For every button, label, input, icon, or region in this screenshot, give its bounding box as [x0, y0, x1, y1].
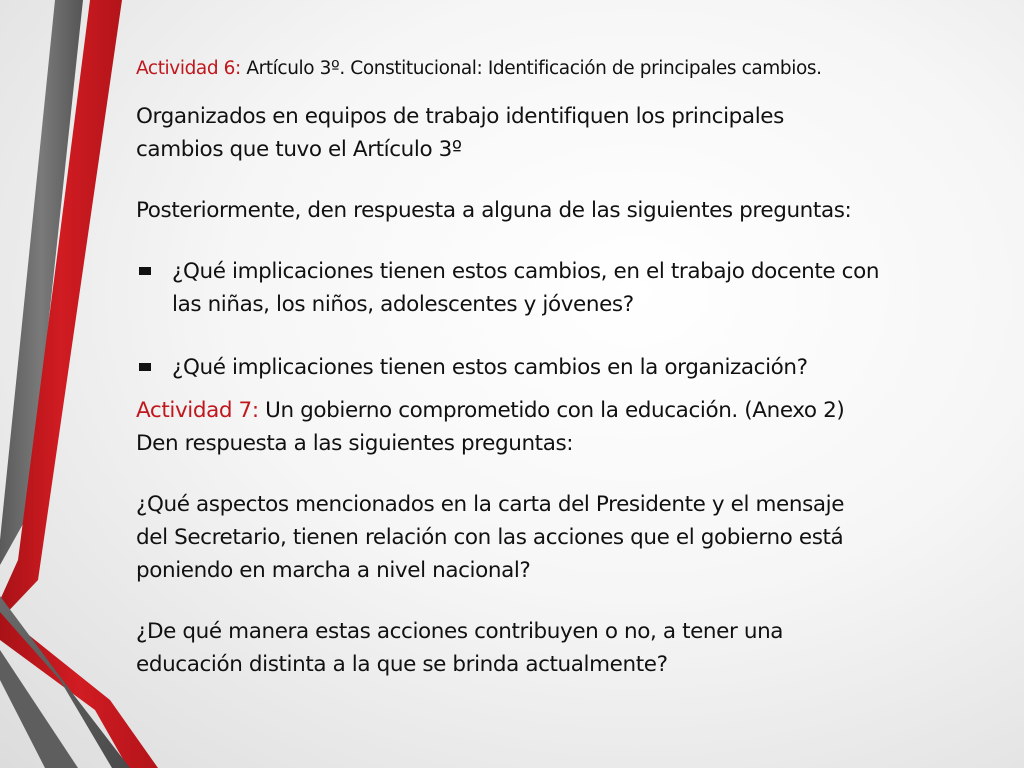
activity7-label: Actividad 7:: [136, 398, 259, 423]
activity6-label: Actividad 6:: [136, 58, 241, 79]
intro-line-2: cambios que tuvo el Artículo 3º: [136, 137, 462, 162]
activity7-instruction: Den respuesta a las siguientes preguntas:: [136, 431, 574, 456]
question1-line-1: ¿Qué aspectos mencionados en la carta del Presidente y el mensaje: [136, 492, 845, 517]
bullet-item-2: [136, 351, 976, 384]
question1-line-2: del Secretario, tienen relación con las acciones que el gobierno está: [136, 525, 844, 550]
activity6-heading: [136, 54, 976, 84]
activity7-title: Un gobierno comprometido con la educación. (Anexo 2): [258, 398, 845, 423]
square-bullet-icon: [139, 267, 151, 275]
bullet-item-1: [136, 255, 976, 321]
intro-line-1: Organizados en equipos de trabajo identifiquen los principales: [136, 104, 784, 129]
prompt-line: Posteriormente, den respuesta a alguna de las siguientes preguntas:: [136, 198, 852, 223]
question2-line-2: educación distinta a la que se brinda actualmente?: [136, 652, 668, 677]
bullet-2-line-1: ¿Qué implicaciones tienen estos cambios en la organización?: [172, 355, 808, 380]
slide-content: [136, 54, 976, 681]
square-bullet-icon: [139, 363, 151, 371]
bullet-1-line-1: ¿Qué implicaciones tienen estos cambios, en el trabajo docente con: [172, 259, 880, 284]
bullet-1-line-2: las niñas, los niños, adolescentes y jóvenes?: [172, 292, 634, 317]
activity6-title: Artículo 3º. Constitucional: Identificación de principales cambios.: [240, 58, 822, 79]
question1-line-3: poniendo en marcha a nivel nacional?: [136, 558, 531, 583]
question2-line-1: ¿De qué manera estas acciones contribuyen o no, a tener una: [136, 619, 784, 644]
activity7-heading: [136, 394, 976, 427]
